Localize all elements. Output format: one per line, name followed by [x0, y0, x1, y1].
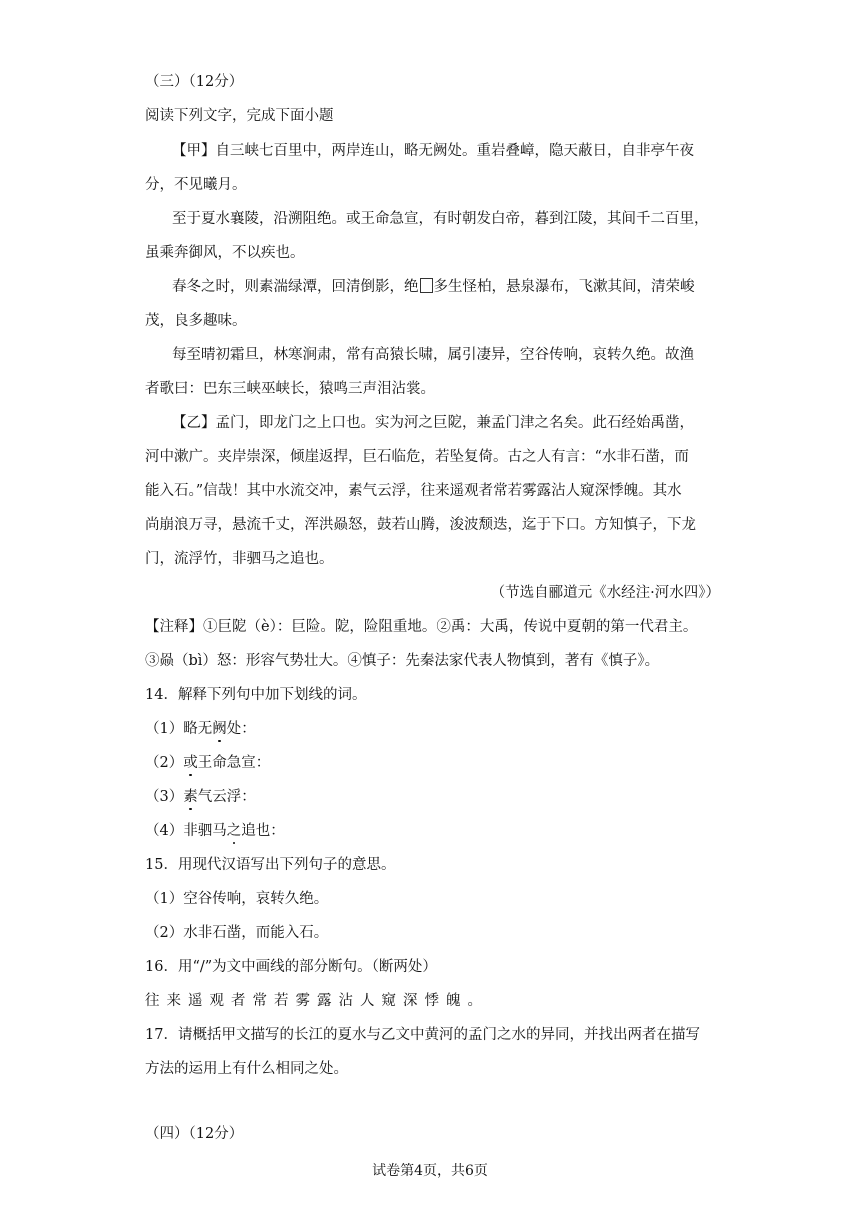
- passage-jia-line: 者歌曰：巴东三峡巫峡长，猿鸣三声泪沾裳。: [145, 381, 435, 397]
- passage-jia-line: 茂，良多趣味。: [145, 313, 247, 329]
- passage-jia-line: 至于夏水襄陵，沿溯阻绝。或王命急宣，有时朝发白帝，暮到江陵，其间千二百里，: [172, 211, 709, 227]
- notes-line: ③赑（bì）怒：形容气势壮大。④慎子：先秦法家代表人物慎到，著有《慎子》。: [145, 653, 660, 669]
- passage-yi-line: 河中漱广。夹岸崇深，倾崖返捍，巨石临危，若坠复倚。古之人有言：“水非石凿，而: [145, 449, 689, 465]
- question-15-item: （2）水非石凿，而能入石。: [145, 925, 329, 941]
- passage-jia-line: [172, 277, 695, 297]
- passage-jia-line: 虽乘奔御风，不以疾也。: [145, 245, 305, 261]
- question-14-item: [145, 787, 256, 807]
- section-4-header: （四）（12分）: [145, 1126, 244, 1142]
- marked-word: 素: [183, 789, 198, 805]
- notes-line: 【注释】①巨阸（è）：巨险。阸，险阻重地。②禹：大禹，传说中夏朝的第一代君主。: [145, 619, 698, 635]
- passage-yi-line: 门，流浮竹，非驷马之追也。: [145, 551, 334, 567]
- passage-yi-line: 尚崩浪万寻，悬流千丈，浑洪赑怒，鼓若山腾，浚波颓迭，迄于下口。方知慎子，下龙: [145, 517, 696, 533]
- item-text: （1）略无: [145, 721, 213, 737]
- passage-yi-line: 【乙】孟门，即龙门之上口也。实为河之巨阸，兼孟门津之名矣。此石经始禹凿，: [172, 415, 694, 431]
- question-14-item: [145, 719, 256, 739]
- item-text: 气云浮：: [197, 789, 256, 805]
- source-citation: （节选自郦道元《水经注·河水四》）: [490, 585, 720, 601]
- question-14-title: 14．解释下列句中加下划线的词。: [145, 687, 367, 703]
- item-text: （4）非驷马: [145, 823, 227, 839]
- passage-jia-line: 每至晴初霜旦，林寒涧肃，常有高猿长啸，属引凄异，空谷传响，哀转久绝。故渔: [172, 347, 694, 363]
- passage-jia-text: 春冬之时，则素湍绿潭，回清倒影，绝: [172, 279, 419, 295]
- item-text: 追也：: [241, 823, 285, 839]
- missing-character-box: [420, 278, 433, 293]
- passage-jia-line: 【甲】自三峡七百里中，两岸连山，略无阙处。重岩叠嶂，隐天蔽日，自非亭午夜: [172, 143, 694, 159]
- question-15-title: 15．用现代汉语写出下列句子的意思。: [145, 857, 396, 873]
- question-17-line: 17．请概括甲文描写的长江的夏水与乙文中黄河的孟门之水的异同，并找出两者在描写: [145, 1027, 700, 1043]
- question-16-sentence: 往来遥观者常若雾露沾人窥深悸魄。: [145, 993, 489, 1009]
- item-text: （3）: [145, 789, 184, 805]
- item-text: 王命急宣：: [197, 755, 271, 771]
- passage-jia-line: 分，不见曦月。: [145, 177, 247, 193]
- instruction: 阅读下列文字，完成下面小题: [145, 108, 334, 124]
- passage-yi-line: 能入石。”信哉！其中水流交冲，素气云浮，往来遥观者常若雾露沾人窥深悸魄。其水: [145, 483, 682, 499]
- item-text: 处：: [226, 721, 256, 737]
- passage-jia-text: 多生怪柏，悬泉瀑布，飞漱其间，清荣峻: [433, 279, 695, 295]
- marked-word: 阙: [212, 721, 227, 737]
- marked-word: 之: [226, 823, 242, 839]
- question-17-line: 方法的运用上有什么相同之处。: [145, 1061, 348, 1077]
- page-footer: 试卷第4页，共6页: [372, 1163, 488, 1179]
- question-14-item: [145, 753, 270, 773]
- question-14-item: [145, 821, 285, 841]
- section-3-header: （三）（12分）: [145, 74, 244, 90]
- marked-word: 或: [183, 755, 198, 771]
- question-15-item: （1）空谷传响，哀转久绝。: [145, 891, 329, 907]
- item-text: （2）: [145, 755, 184, 771]
- question-16-title: 16．用“/”为文中画线的部分断句。（断两处）: [145, 959, 437, 975]
